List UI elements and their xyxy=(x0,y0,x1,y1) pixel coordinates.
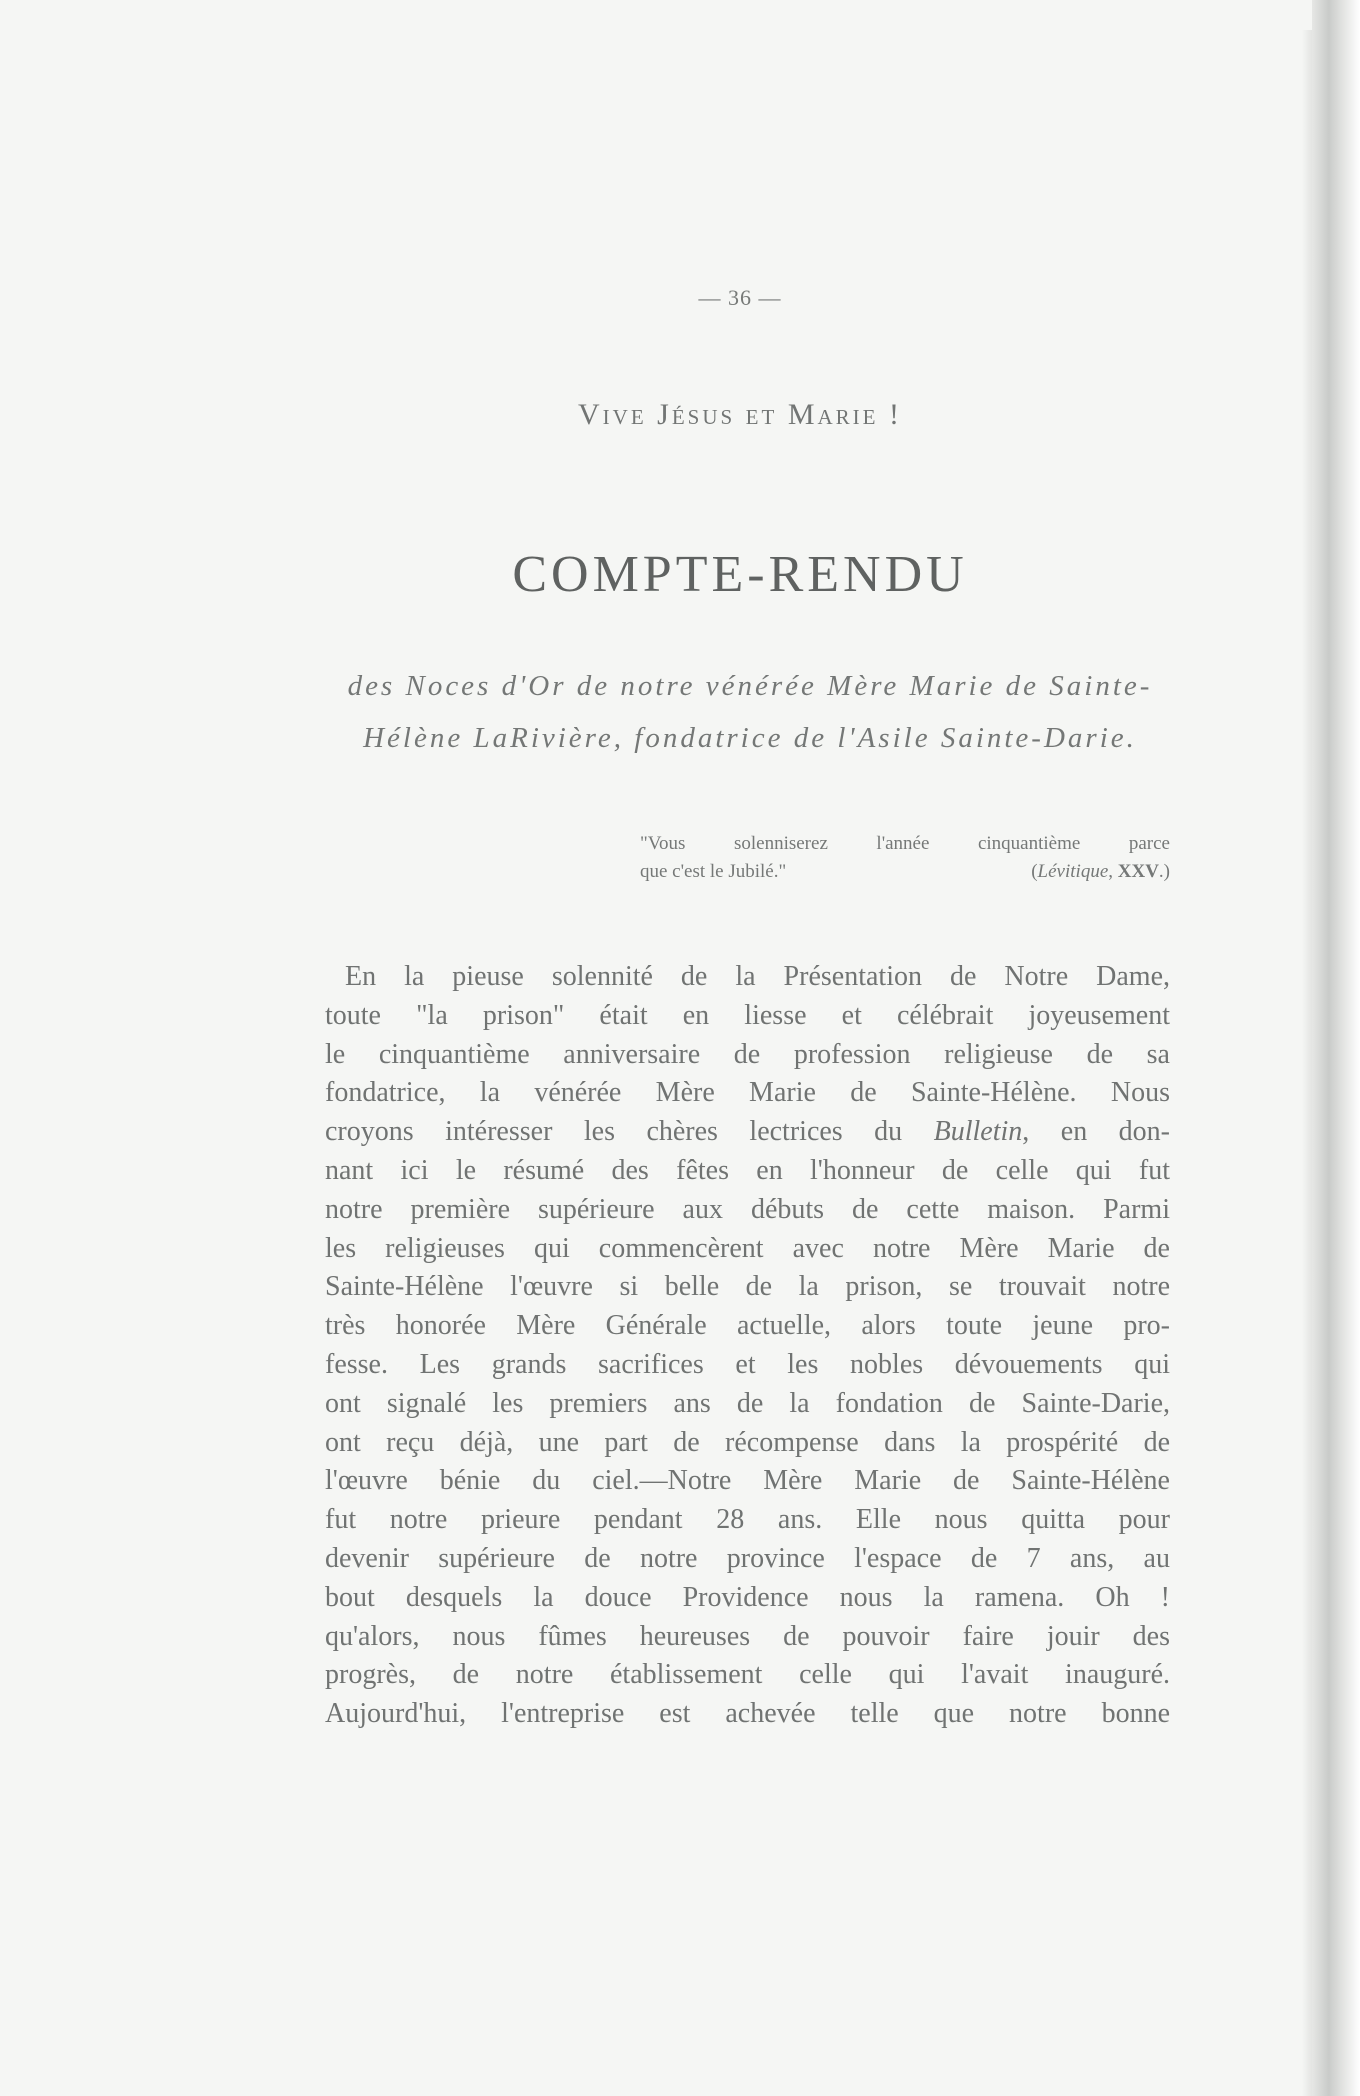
subtitle-line: Hélène LaRivière, fondatrice de l'Asile Sainte-Darie. xyxy=(363,722,1137,754)
body-line: croyons intéresser les chères lectrices du Bulletin, en don- xyxy=(325,1116,1170,1148)
invocation-heading: Vive Jésus et Marie ! xyxy=(578,398,902,431)
ref-open: ( xyxy=(1031,861,1038,882)
body-line: progrès, de notre établissement celle qui l'avait inauguré. xyxy=(325,1659,1170,1691)
page-title: COMPTE-RENDU xyxy=(512,546,968,603)
body-line: qu'alors, nous fûmes heureuses de pouvoir faire jouir des xyxy=(325,1620,1170,1652)
epigraph-line: que c'est le Jubilé." xyxy=(640,861,787,882)
ref-chapter: XXV xyxy=(1117,861,1159,882)
epigraph-line: "Vous solenniserez l'année cinquantième parce xyxy=(640,833,1170,854)
body-line: En la pieuse solennité de la Présentation de Notre Dame, xyxy=(345,961,1170,992)
subtitle xyxy=(320,660,1180,764)
body-line: fondatrice, la vénérée Mère Marie de Sainte-Hélène. Nous xyxy=(325,1077,1170,1109)
ref-close: .) xyxy=(1158,861,1170,882)
ref-separator: , xyxy=(1108,861,1118,882)
epigraph-reference xyxy=(1031,858,1170,886)
body-line: le cinquantième anniversaire de profession religieuse de sa xyxy=(325,1038,1170,1070)
body-line: les religieuses qui commencèrent avec notre Mère Marie de xyxy=(325,1232,1170,1264)
page-number: — 36 — xyxy=(698,285,782,310)
body-line: bout desquels la douce Providence nous la ramena. Oh ! xyxy=(325,1581,1170,1613)
body-paragraph xyxy=(325,958,1170,1734)
body-line: l'œuvre bénie du ciel.—Notre Mère Marie de Sainte-Hélène xyxy=(325,1465,1170,1497)
subtitle-line: des Noces d'Or de notre vénérée Mère Marie de Sainte- xyxy=(347,670,1153,702)
body-line: très honorée Mère Générale actuelle, alors toute jeune pro- xyxy=(325,1310,1170,1342)
body-line: notre première supérieure aux débuts de cette maison. Parmi xyxy=(325,1193,1170,1225)
body-line: Aujourd'hui, l'entreprise est achevée telle que notre bonne xyxy=(325,1698,1170,1730)
book-spine-edge xyxy=(1312,0,1360,2096)
epigraph-line-2 xyxy=(640,858,1170,886)
body-line: fut notre prieure pendant 28 ans. Elle nous quitta pour xyxy=(325,1504,1170,1536)
body-line: Sainte-Hélène l'œuvre si belle de la prison, se trouvait notre xyxy=(325,1271,1170,1303)
body-line: toute "la prison" était en liesse et célébrait joyeusement xyxy=(325,999,1170,1031)
page-edge-shadow xyxy=(1302,30,1312,2096)
body-line: ont reçu déjà, une part de récompense dans la prospérité de xyxy=(325,1426,1170,1458)
body-line: ont signalé les premiers ans de la fondation de Sainte-Darie, xyxy=(325,1387,1170,1419)
body-line: nant ici le résumé des fêtes en l'honneur de celle qui fut xyxy=(325,1154,1170,1186)
body-line: devenir supérieure de notre province l'espace de 7 ans, au xyxy=(325,1542,1170,1574)
ref-book: Lévitique xyxy=(1037,861,1109,882)
epigraph xyxy=(640,830,1170,886)
body-line: fesse. Les grands sacrifices et les nobles dévouements qui xyxy=(325,1348,1170,1380)
